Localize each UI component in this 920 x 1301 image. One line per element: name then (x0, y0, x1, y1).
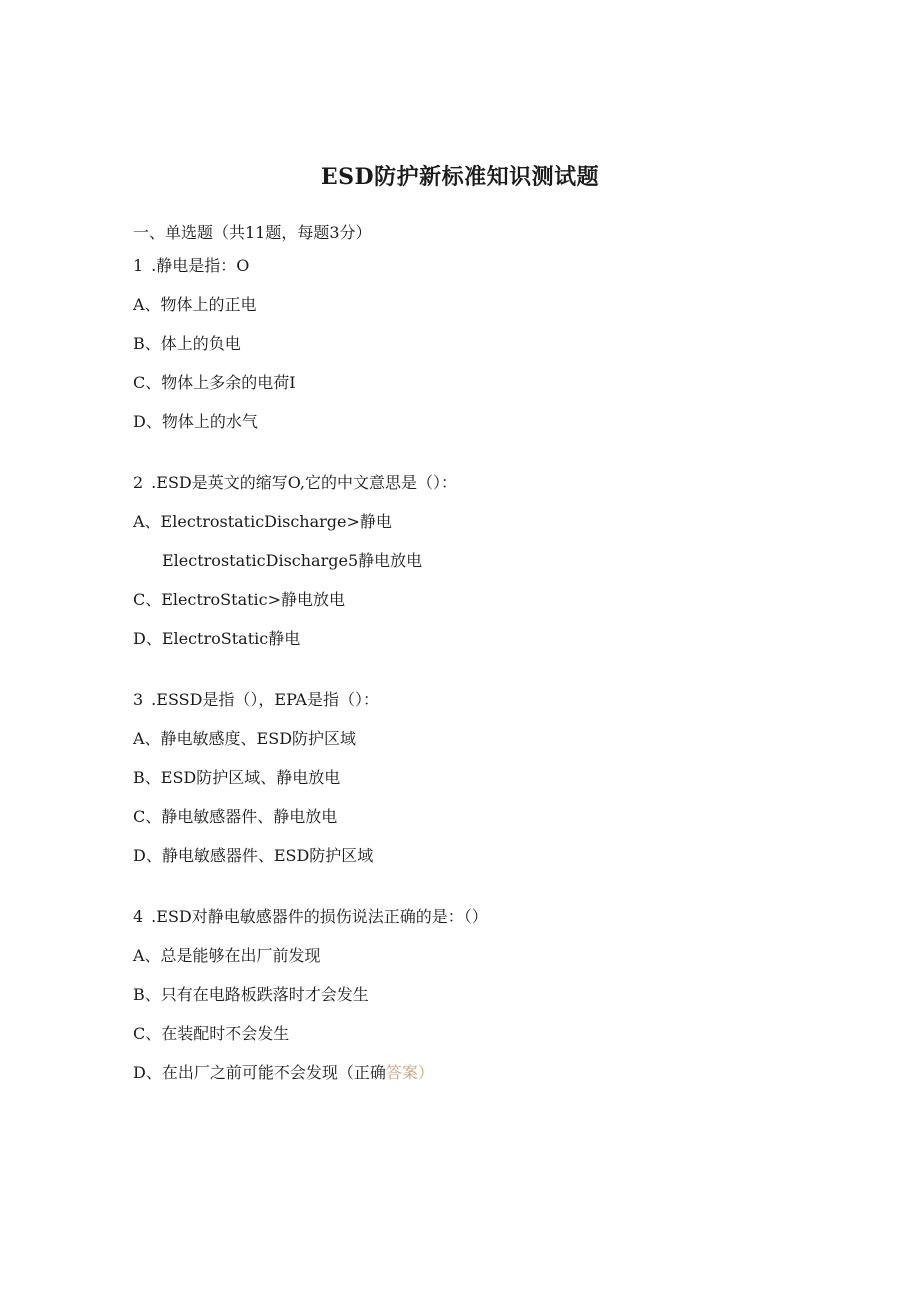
question-3-option-b: B、ESD防护区域、静电放电 (133, 768, 341, 787)
question-1-option-c: C、物体上多余的电荷I (133, 373, 296, 392)
question-4-option-a: A、总是能够在出厂前发现 (133, 946, 321, 965)
question-4-stem: 4 .ESD对静电敏感器件的损伤说法正确的是：（） (133, 907, 488, 926)
question-3-stem: 3 .ESSD是指（），EPA是指（）： (133, 690, 379, 709)
section-heading: 一、单选题（共11题，每题3分） (133, 223, 372, 242)
question-4-option-d (133, 1062, 434, 1084)
question-3-option-d: D、静电敏感器件、ESD防护区域 (133, 846, 374, 865)
question-4-option-b: B、只有在电路板跌落时才会发生 (133, 985, 369, 1004)
question-1-option-a: A、物体上的正电 (133, 295, 257, 314)
question-4-option-d-text: D、在出厂之前可能不会发现（正确 (133, 1063, 386, 1082)
question-4-option-c: C、在装配时不会发生 (133, 1024, 290, 1043)
question-3-option-c: C、静电敏感器件、静电放电 (133, 807, 338, 826)
question-2-option-a: A、ElectrostaticDischarge>静电 (133, 512, 392, 531)
question-1-option-b: B、体上的负电 (133, 334, 241, 353)
question-2-option-b: ElectrostaticDischarge5静电放电 (162, 551, 423, 570)
question-3-option-a: A、静电敏感度、ESD防护区域 (133, 729, 357, 748)
question-2-option-c: C、ElectroStatic>静电放电 (133, 590, 346, 609)
answer-tag: 答案） (385, 1063, 434, 1082)
question-2-option-d: D、ElectroStatic静电 (133, 629, 301, 648)
question-1-stem: 1 .静电是指：O (133, 256, 250, 275)
question-2-stem: 2 .ESD是英文的缩写O,它的中文意思是（）： (133, 473, 458, 492)
page-title: ESD防护新标准知识测试题 (320, 164, 600, 190)
question-1-option-d: D、物体上的水气 (133, 412, 258, 431)
